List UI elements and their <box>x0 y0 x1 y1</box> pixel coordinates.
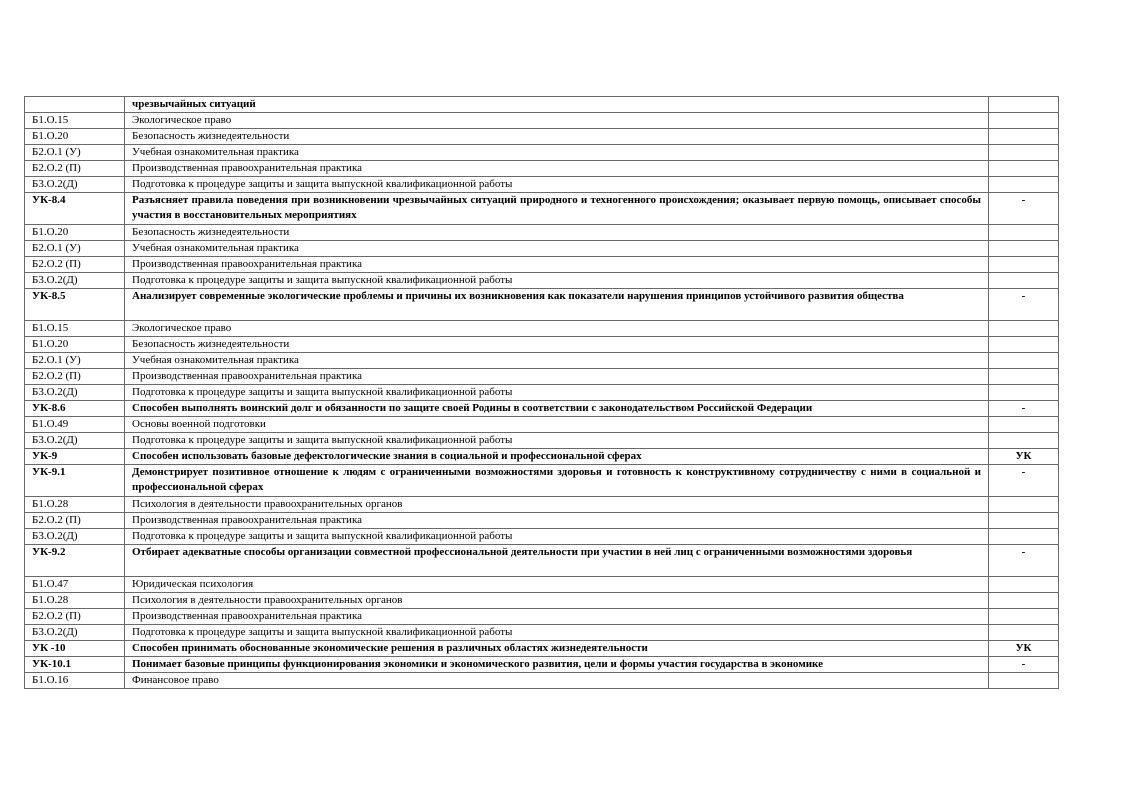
row-code-cell: Б1.О.47 <box>25 577 125 593</box>
competency-row <box>25 193 1059 225</box>
row-name-cell: Учебная ознакомительная практика <box>125 145 989 161</box>
row-code-cell: Б1.О.20 <box>25 129 125 145</box>
row-type-cell <box>989 225 1059 241</box>
row-name-cell: Безопасность жизнедеятельности <box>125 225 989 241</box>
competency-row <box>25 289 1059 321</box>
discipline-row <box>25 113 1059 129</box>
row-type-cell: УК <box>989 641 1059 657</box>
row-code-cell: УК-9 <box>25 449 125 465</box>
row-type-cell <box>989 177 1059 193</box>
row-code-cell: Б3.О.2(Д) <box>25 625 125 641</box>
competency-table <box>24 96 1059 689</box>
discipline-row <box>25 177 1059 193</box>
discipline-row <box>25 129 1059 145</box>
row-name-cell: Анализирует современные экологические проблемы и причины их возникновения как показатели нарушения принципов устойчивого развития общества <box>125 289 989 321</box>
row-name-cell: Способен принимать обоснованные экономические решения в различных областях жизнедеятельности <box>125 641 989 657</box>
row-code-cell: Б1.О.15 <box>25 113 125 129</box>
discipline-row <box>25 353 1059 369</box>
discipline-row <box>25 321 1059 337</box>
row-name-cell: Учебная ознакомительная практика <box>125 353 989 369</box>
row-type-cell <box>989 609 1059 625</box>
row-name-cell: Разъясняет правила поведения при возникновении чрезвычайных ситуаций природного и техногенного происхождения; оказывает первую помощь, описывает способы участия в восстановительных мероприятиях <box>125 193 989 225</box>
discipline-row <box>25 593 1059 609</box>
row-code-cell: Б2.О.2 (П) <box>25 369 125 385</box>
competency-row <box>25 449 1059 465</box>
discipline-row <box>25 145 1059 161</box>
row-type-cell <box>989 273 1059 289</box>
row-type-cell <box>989 161 1059 177</box>
row-type-cell: - <box>989 289 1059 321</box>
row-code-cell: Б2.О.1 (У) <box>25 241 125 257</box>
competency-row <box>25 657 1059 673</box>
row-code-cell: УК-9.2 <box>25 545 125 577</box>
row-name-cell: Основы военной подготовки <box>125 417 989 433</box>
row-type-cell <box>989 529 1059 545</box>
row-name-cell: Подготовка к процедуре защиты и защита выпускной квалификационной работы <box>125 625 989 641</box>
row-name-cell: Финансовое право <box>125 673 989 689</box>
discipline-row <box>25 273 1059 289</box>
discipline-row <box>25 529 1059 545</box>
row-code-cell: Б2.О.2 (П) <box>25 257 125 273</box>
row-name-cell: чрезвычайных ситуаций <box>125 97 989 113</box>
competency-row <box>25 641 1059 657</box>
row-code-cell: Б3.О.2(Д) <box>25 529 125 545</box>
row-type-cell <box>989 417 1059 433</box>
discipline-row <box>25 513 1059 529</box>
row-code-cell: Б3.О.2(Д) <box>25 273 125 289</box>
row-type-cell <box>989 369 1059 385</box>
row-name-cell: Психология в деятельности правоохранительных органов <box>125 593 989 609</box>
row-type-cell <box>989 257 1059 273</box>
row-type-cell <box>989 337 1059 353</box>
row-type-cell: - <box>989 545 1059 577</box>
row-type-cell: УК <box>989 449 1059 465</box>
row-name-cell: Безопасность жизнедеятельности <box>125 129 989 145</box>
row-type-cell <box>989 433 1059 449</box>
row-type-cell: - <box>989 401 1059 417</box>
discipline-row <box>25 241 1059 257</box>
row-type-cell: - <box>989 465 1059 497</box>
discipline-row <box>25 609 1059 625</box>
row-code-cell: Б3.О.2(Д) <box>25 177 125 193</box>
row-name-cell: Экологическое право <box>125 113 989 129</box>
row-name-cell: Психология в деятельности правоохранительных органов <box>125 497 989 513</box>
discipline-row <box>25 257 1059 273</box>
discipline-row <box>25 497 1059 513</box>
competency-row <box>25 465 1059 497</box>
row-name-cell: Подготовка к процедуре защиты и защита выпускной квалификационной работы <box>125 529 989 545</box>
row-type-cell: - <box>989 193 1059 225</box>
row-code-cell: Б1.О.28 <box>25 593 125 609</box>
row-code-cell: УК-8.4 <box>25 193 125 225</box>
row-code-cell: Б1.О.20 <box>25 337 125 353</box>
row-type-cell <box>989 513 1059 529</box>
row-code-cell: УК-8.6 <box>25 401 125 417</box>
row-type-cell <box>989 625 1059 641</box>
row-code-cell: УК-10.1 <box>25 657 125 673</box>
row-code-cell: Б3.О.2(Д) <box>25 385 125 401</box>
row-code-cell: Б1.О.28 <box>25 497 125 513</box>
discipline-row <box>25 625 1059 641</box>
row-code-cell: УК -10 <box>25 641 125 657</box>
row-name-cell: Производственная правоохранительная практика <box>125 369 989 385</box>
row-code-cell: Б1.О.16 <box>25 673 125 689</box>
row-name-cell: Учебная ознакомительная практика <box>125 241 989 257</box>
discipline-row <box>25 433 1059 449</box>
row-type-cell <box>989 97 1059 113</box>
row-name-cell: Экологическое право <box>125 321 989 337</box>
row-code-cell: Б1.О.15 <box>25 321 125 337</box>
discipline-row <box>25 337 1059 353</box>
row-name-cell: Производственная правоохранительная практика <box>125 257 989 273</box>
discipline-row <box>25 673 1059 689</box>
row-code-cell: Б1.О.20 <box>25 225 125 241</box>
row-type-cell <box>989 321 1059 337</box>
competency-row <box>25 97 1059 113</box>
row-code-cell: Б3.О.2(Д) <box>25 433 125 449</box>
row-code-cell: Б2.О.1 (У) <box>25 145 125 161</box>
row-name-cell: Демонстрирует позитивное отношение к людям с ограниченными возможностями здоровья и готовность к конструктивному сотрудничеству с ними в социальной и профессиональной сферах <box>125 465 989 497</box>
row-type-cell <box>989 241 1059 257</box>
row-type-cell <box>989 353 1059 369</box>
row-type-cell <box>989 113 1059 129</box>
table-body <box>25 97 1059 689</box>
row-code-cell <box>25 97 125 113</box>
row-name-cell: Способен использовать базовые дефектологические знания в социальной и профессиональной сферах <box>125 449 989 465</box>
row-name-cell: Подготовка к процедуре защиты и защита выпускной квалификационной работы <box>125 385 989 401</box>
row-code-cell: УК-9.1 <box>25 465 125 497</box>
row-code-cell: УК-8.5 <box>25 289 125 321</box>
row-code-cell: Б1.О.49 <box>25 417 125 433</box>
row-type-cell: - <box>989 657 1059 673</box>
row-code-cell: Б2.О.2 (П) <box>25 609 125 625</box>
row-name-cell: Производственная правоохранительная практика <box>125 609 989 625</box>
competency-row <box>25 401 1059 417</box>
row-name-cell: Понимает базовые принципы функционирования экономики и экономического развития, цели и формы участия государства в экономике <box>125 657 989 673</box>
row-name-cell: Подготовка к процедуре защиты и защита выпускной квалификационной работы <box>125 273 989 289</box>
discipline-row <box>25 385 1059 401</box>
row-name-cell: Подготовка к процедуре защиты и защита выпускной квалификационной работы <box>125 177 989 193</box>
row-name-cell: Отбирает адекватные способы организации совместной профессиональной деятельности при участии в ней лиц с ограниченными возможностями здоровья <box>125 545 989 577</box>
row-code-cell: Б2.О.2 (П) <box>25 513 125 529</box>
row-code-cell: Б2.О.2 (П) <box>25 161 125 177</box>
discipline-row <box>25 577 1059 593</box>
row-type-cell <box>989 497 1059 513</box>
row-type-cell <box>989 673 1059 689</box>
row-name-cell: Производственная правоохранительная практика <box>125 513 989 529</box>
row-name-cell: Подготовка к процедуре защиты и защита выпускной квалификационной работы <box>125 433 989 449</box>
row-code-cell: Б2.О.1 (У) <box>25 353 125 369</box>
row-type-cell <box>989 145 1059 161</box>
row-name-cell: Способен выполнять воинский долг и обязанности по защите своей Родины в соответствии с законодательством Российской Федерации <box>125 401 989 417</box>
row-type-cell <box>989 385 1059 401</box>
competency-row <box>25 545 1059 577</box>
discipline-row <box>25 161 1059 177</box>
discipline-row <box>25 369 1059 385</box>
row-type-cell <box>989 577 1059 593</box>
row-name-cell: Юридическая психология <box>125 577 989 593</box>
discipline-row <box>25 417 1059 433</box>
row-name-cell: Производственная правоохранительная практика <box>125 161 989 177</box>
row-type-cell <box>989 129 1059 145</box>
row-type-cell <box>989 593 1059 609</box>
row-name-cell: Безопасность жизнедеятельности <box>125 337 989 353</box>
discipline-row <box>25 225 1059 241</box>
